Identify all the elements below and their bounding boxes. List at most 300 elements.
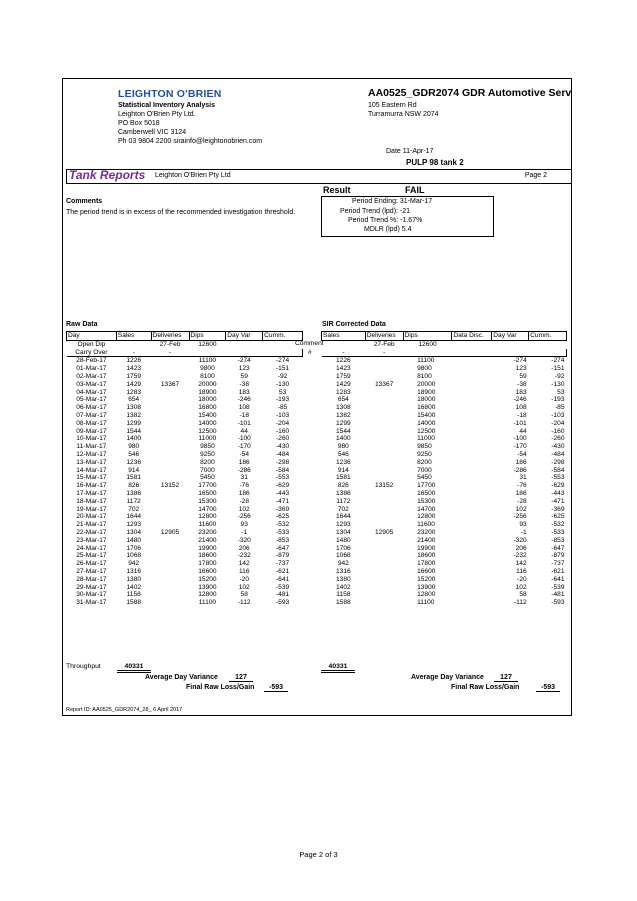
day-cell: 31-Mar-17 bbox=[76, 599, 107, 607]
dips-cell: 11600 bbox=[198, 521, 217, 529]
sir-dips-cell: 16500 bbox=[417, 489, 436, 497]
day-var-cell: 108 bbox=[238, 404, 250, 412]
sir-sales-cell: 1308 bbox=[336, 404, 351, 412]
dips-cell: 7000 bbox=[200, 466, 215, 474]
raw-table-row bbox=[67, 357, 303, 365]
day-var-cell: -246 bbox=[237, 396, 251, 404]
cumm-cell: -151 bbox=[275, 365, 290, 373]
raw-table-row bbox=[67, 396, 303, 404]
day-cell: 05-Mar-17 bbox=[76, 396, 107, 404]
sir-sales-cell: 1429 bbox=[336, 380, 351, 388]
day-var-cell: 93 bbox=[240, 521, 248, 529]
company-subtitle: Statistical Inventory Analysis bbox=[118, 102, 215, 109]
sir-day-var-cell: 116 bbox=[516, 567, 527, 575]
sales-cell: 1308 bbox=[126, 404, 142, 412]
sir-day-var-cell: 102 bbox=[515, 505, 527, 513]
company-contact: Ph 03 9804 2200 sirainfo@leightonobrien.com bbox=[118, 138, 263, 145]
sir-dips-cell: 11000 bbox=[417, 435, 435, 443]
raw-table-row bbox=[67, 506, 303, 514]
day-cell: 21-Mar-17 bbox=[76, 521, 107, 529]
dips-cell: 16800 bbox=[198, 404, 217, 412]
day-var-cell: -38 bbox=[239, 380, 249, 388]
day-var-cell: -170 bbox=[237, 443, 251, 451]
raw-table-row bbox=[67, 529, 303, 537]
raw-table-row bbox=[67, 365, 303, 373]
sir-sales-cell: 1706 bbox=[336, 544, 351, 552]
raw-table-row bbox=[67, 545, 303, 553]
carry-over-label: Carry Over bbox=[67, 349, 117, 357]
sir-dips-cell: 14000 bbox=[417, 419, 436, 427]
sir-data-disc-cell bbox=[452, 435, 492, 443]
sales-cell: 1236 bbox=[126, 458, 142, 466]
day-cell: 25-Mar-17 bbox=[76, 552, 107, 560]
sir-dips-cell: 12800 bbox=[417, 513, 436, 521]
cumm-cell: -160 bbox=[275, 427, 290, 435]
sir-deliveries-cell: 12905 bbox=[374, 528, 394, 536]
sir-dips-cell: 11100 bbox=[417, 357, 435, 365]
deliveries-cell bbox=[151, 467, 189, 475]
sales-cell: 1429 bbox=[126, 380, 142, 388]
sir-col-cumm: Cumm. bbox=[529, 332, 567, 341]
sir-day-var-cell: -286 bbox=[513, 466, 527, 474]
raw-data-label: Raw Data bbox=[66, 321, 98, 328]
sir-table-row bbox=[322, 428, 567, 436]
deliveries-cell bbox=[151, 365, 189, 373]
sir-sales-cell: 1316 bbox=[336, 567, 351, 575]
raw-data-body bbox=[67, 357, 303, 607]
sir-table-row bbox=[322, 568, 567, 576]
cumm-cell: -484 bbox=[275, 450, 290, 458]
sir-data-disc-cell bbox=[452, 545, 492, 553]
sir-dips-cell: 5450 bbox=[417, 474, 432, 482]
sir-dips-cell: 23200 bbox=[417, 528, 436, 536]
deliveries-cell bbox=[151, 428, 189, 436]
carry-over-deliveries: - bbox=[151, 349, 189, 357]
cumm-cell: -641 bbox=[275, 575, 290, 583]
sir-cumm-cell: -92 bbox=[554, 372, 565, 380]
raw-table-row bbox=[67, 537, 303, 545]
day-cell: 15-Mar-17 bbox=[76, 474, 107, 482]
sir-sales-cell: 1581 bbox=[336, 474, 351, 482]
tank-name: PULP 98 tank 2 bbox=[406, 158, 464, 167]
dips-cell: 18600 bbox=[198, 552, 217, 560]
dips-cell: 12500 bbox=[198, 427, 217, 435]
report-company: Leighton O'Brien Pty Ltd bbox=[155, 172, 231, 179]
sir-day-var-cell: 58 bbox=[519, 591, 527, 599]
result-box bbox=[321, 196, 494, 237]
sir-cumm-cell: -625 bbox=[551, 513, 565, 521]
open-dip-value: 12600 bbox=[198, 340, 217, 348]
raw-table-row bbox=[67, 420, 303, 428]
sir-table-row bbox=[322, 396, 567, 404]
sir-dips-cell: 14700 bbox=[417, 505, 436, 513]
sir-data-disc-cell bbox=[452, 467, 492, 475]
sir-open-dips: 12600 bbox=[418, 340, 437, 348]
sir-day-var-cell: -256 bbox=[513, 513, 527, 521]
sir-data-disc-cell bbox=[452, 529, 492, 537]
sir-cumm-cell: -629 bbox=[551, 482, 565, 490]
sir-deliveries-cell bbox=[365, 545, 403, 553]
day-cell: 13-Mar-17 bbox=[76, 458, 107, 466]
sir-col-day-var: Day Var bbox=[492, 332, 529, 341]
sir-sales-cell: 654 bbox=[337, 396, 349, 404]
dips-cell: 14000 bbox=[198, 419, 217, 427]
sir-data-disc-cell bbox=[452, 599, 492, 607]
sir-day-var-cell: -101 bbox=[513, 419, 527, 427]
site-suburb: Turramurra NSW 2074 bbox=[368, 111, 439, 118]
sir-data-disc-cell bbox=[452, 381, 492, 389]
sir-cumm-cell: -553 bbox=[551, 474, 565, 482]
cumm-cell: -369 bbox=[275, 505, 290, 513]
sir-day-var-cell: 31 bbox=[519, 474, 527, 482]
day-var-cell: -232 bbox=[237, 552, 251, 560]
raw-col-cumm: Cumm. bbox=[263, 332, 303, 341]
sales-cell: 980 bbox=[128, 443, 140, 451]
day-cell: 30-Mar-17 bbox=[76, 591, 107, 599]
day-cell: 09-Mar-17 bbox=[76, 427, 107, 435]
raw-table-row bbox=[67, 599, 303, 607]
sir-cumm-cell: -641 bbox=[551, 575, 565, 583]
cumm-cell: -625 bbox=[275, 513, 290, 521]
dips-cell: 14700 bbox=[198, 505, 217, 513]
sir-dips-cell: 9250 bbox=[417, 450, 432, 458]
sir-deliveries-cell bbox=[365, 435, 403, 443]
dips-cell: 5450 bbox=[200, 474, 215, 482]
sir-table-row bbox=[322, 513, 567, 521]
raw-final-loss-gain-label: Final Raw Loss/Gain bbox=[186, 684, 255, 691]
sir-data-table bbox=[321, 331, 567, 607]
sir-data-disc-cell bbox=[452, 552, 492, 560]
deliveries-cell: 12905 bbox=[160, 528, 180, 536]
sales-cell: 1226 bbox=[126, 357, 142, 365]
sir-sales-cell: 1480 bbox=[336, 536, 351, 544]
sir-deliveries-cell bbox=[365, 474, 403, 482]
sir-data-disc-cell bbox=[452, 396, 492, 404]
day-cell: 20-Mar-17 bbox=[76, 513, 107, 521]
sales-cell: 914 bbox=[128, 466, 140, 474]
day-var-cell: -286 bbox=[237, 466, 251, 474]
sir-table-row bbox=[322, 552, 567, 560]
open-dip-date: 27-Feb bbox=[159, 340, 181, 348]
sales-cell: 1544 bbox=[126, 427, 142, 435]
raw-table-row bbox=[67, 513, 303, 521]
sir-cumm-cell: -160 bbox=[551, 427, 565, 435]
raw-throughput-double-line bbox=[117, 672, 151, 673]
cumm-cell: -471 bbox=[275, 497, 290, 505]
sir-day-var-cell: -76 bbox=[517, 482, 527, 490]
sir-avg-day-variance-label: Average Day Variance bbox=[411, 674, 484, 681]
raw-col-dips: Dips bbox=[189, 332, 226, 341]
sir-sales-cell: 826 bbox=[337, 482, 349, 490]
sir-day-var-cell: 93 bbox=[519, 521, 527, 529]
sir-cumm-cell: -737 bbox=[551, 560, 565, 568]
day-var-cell: -320 bbox=[237, 536, 251, 544]
day-var-cell: 31 bbox=[240, 474, 248, 482]
sir-dips-cell: 16600 bbox=[417, 567, 436, 575]
sir-table-row bbox=[322, 389, 567, 397]
sir-sales-cell: 1759 bbox=[336, 372, 351, 380]
sir-day-var-cell: -28 bbox=[517, 497, 527, 505]
sir-day-var-cell: 186 bbox=[515, 458, 527, 466]
sir-data-disc-cell bbox=[452, 584, 492, 592]
dips-cell: 23200 bbox=[198, 528, 217, 536]
sir-sales-cell: 546 bbox=[337, 450, 349, 458]
sir-final-loss-gain-label: Final Raw Loss/Gain bbox=[451, 684, 520, 691]
sir-sales-cell: 1293 bbox=[336, 521, 351, 529]
sales-cell: 1400 bbox=[126, 435, 142, 443]
sir-table-row bbox=[322, 420, 567, 428]
sir-deliveries-cell bbox=[365, 451, 403, 459]
deliveries-cell bbox=[151, 474, 189, 482]
dips-cell: 20000 bbox=[198, 380, 217, 388]
raw-table-row bbox=[67, 381, 303, 389]
deliveries-cell: 13367 bbox=[160, 380, 180, 388]
day-cell: 01-Mar-17 bbox=[76, 365, 107, 373]
raw-table-row bbox=[67, 443, 303, 451]
day-cell: 26-Mar-17 bbox=[76, 560, 107, 568]
raw-table-row bbox=[67, 459, 303, 467]
raw-carry-over-row bbox=[67, 349, 303, 357]
company-block bbox=[118, 101, 262, 146]
deliveries-cell: 13152 bbox=[160, 482, 180, 490]
cumm-cell: -85 bbox=[277, 404, 288, 412]
sir-day-var-cell: -100 bbox=[513, 435, 527, 443]
day-var-cell: -28 bbox=[239, 497, 249, 505]
sir-cumm-cell: -369 bbox=[551, 505, 565, 513]
sir-data-disc-cell bbox=[452, 412, 492, 420]
sir-sales-cell: 1402 bbox=[336, 583, 351, 591]
dips-cell: 19900 bbox=[198, 544, 217, 552]
sir-data-disc-cell bbox=[452, 560, 492, 568]
dips-cell: 17800 bbox=[198, 560, 217, 568]
day-var-cell: 206 bbox=[238, 544, 250, 552]
sir-sales-cell: 914 bbox=[337, 466, 349, 474]
sir-data-disc-cell bbox=[452, 513, 492, 521]
cumm-cell: -204 bbox=[275, 419, 290, 427]
day-cell: 02-Mar-17 bbox=[76, 372, 107, 380]
comment-label: Comment bbox=[295, 340, 324, 347]
day-var-cell: -274 bbox=[237, 357, 251, 365]
sir-day-var-cell: -18 bbox=[517, 411, 527, 419]
sir-day-var-cell: -54 bbox=[517, 450, 527, 458]
cumm-cell: -853 bbox=[275, 536, 290, 544]
site-title: AA0525_GDR2074 GDR Automotive Serv bbox=[368, 87, 572, 99]
deliveries-cell bbox=[151, 506, 189, 514]
raw-table-row bbox=[67, 412, 303, 420]
day-cell: 28-Mar-17 bbox=[76, 575, 107, 583]
sir-throughput-value: 40331 bbox=[321, 663, 355, 671]
sir-open-date: 27-Feb bbox=[373, 340, 395, 348]
sales-cell: 702 bbox=[128, 505, 140, 513]
deliveries-cell bbox=[151, 404, 189, 412]
dips-cell: 13900 bbox=[198, 583, 217, 591]
raw-table-row bbox=[67, 482, 303, 490]
period-trend-pct: Period Trend %: -1.67% bbox=[348, 217, 423, 224]
sir-deliveries-cell bbox=[365, 576, 403, 584]
sales-cell: 1706 bbox=[126, 544, 142, 552]
dips-cell: 21400 bbox=[198, 536, 217, 544]
cumm-cell: -629 bbox=[275, 482, 290, 490]
sir-dips-cell: 20000 bbox=[417, 380, 436, 388]
sir-col-data-disc: Data Disc. bbox=[452, 332, 492, 341]
sir-deliveries-cell: 13367 bbox=[374, 380, 394, 388]
sir-data-disc-cell bbox=[452, 459, 492, 467]
day-var-cell: -256 bbox=[237, 513, 251, 521]
sir-table-row bbox=[322, 474, 567, 482]
sir-table-row bbox=[322, 357, 567, 365]
period-ending: Period Ending: 31-Mar-17 bbox=[352, 198, 433, 205]
sir-sales-cell: 1544 bbox=[336, 427, 351, 435]
day-var-cell: 123 bbox=[238, 365, 250, 373]
sir-deliveries-cell bbox=[365, 373, 403, 381]
day-var-cell: -76 bbox=[239, 482, 249, 490]
sir-sales-cell: 1382 bbox=[336, 411, 351, 419]
sir-deliveries-cell bbox=[365, 404, 403, 412]
raw-table-row bbox=[67, 428, 303, 436]
comment-mark: # bbox=[308, 349, 312, 356]
sir-throughput-double-line bbox=[321, 672, 355, 673]
sir-cumm-cell: -532 bbox=[551, 521, 565, 529]
day-var-cell: -101 bbox=[237, 419, 251, 427]
report-date: Date 11-Apr-17 bbox=[386, 148, 434, 155]
cumm-cell: -532 bbox=[275, 521, 290, 529]
raw-header-row bbox=[67, 332, 303, 341]
dips-cell: 11100 bbox=[198, 357, 217, 365]
sir-table-row bbox=[322, 404, 567, 412]
sir-table-row bbox=[322, 576, 567, 584]
sir-data-disc-cell bbox=[452, 506, 492, 514]
cumm-cell: -298 bbox=[275, 458, 290, 466]
sir-deliveries-cell bbox=[365, 506, 403, 514]
cumm-cell: -584 bbox=[275, 466, 290, 474]
sir-table-row bbox=[322, 482, 567, 490]
sir-sales-cell: 1172 bbox=[336, 497, 351, 505]
dips-cell: 16500 bbox=[198, 489, 217, 497]
deliveries-cell bbox=[151, 435, 189, 443]
sales-cell: 826 bbox=[128, 482, 140, 490]
sales-cell: 1382 bbox=[126, 411, 142, 419]
raw-data-table bbox=[66, 331, 303, 607]
sir-sales-cell: 1644 bbox=[336, 513, 351, 521]
sir-col-sales: Sales bbox=[322, 332, 366, 341]
raw-throughput-value: 40331 bbox=[117, 663, 151, 671]
raw-table-row bbox=[67, 404, 303, 412]
raw-table-row bbox=[67, 467, 303, 475]
sir-data-disc-cell bbox=[452, 443, 492, 451]
sir-cumm-cell: -298 bbox=[551, 458, 565, 466]
sir-sales-cell: 1380 bbox=[336, 575, 351, 583]
open-dip-label: Open Dip bbox=[77, 340, 106, 348]
sir-sales-cell: 1226 bbox=[336, 357, 351, 365]
sir-sales-cell: 1423 bbox=[336, 365, 351, 373]
day-cell: 14-Mar-17 bbox=[76, 466, 107, 474]
sir-table-row bbox=[322, 412, 567, 420]
day-var-cell: 186 bbox=[238, 489, 250, 497]
sir-table-row bbox=[322, 435, 567, 443]
deliveries-cell bbox=[151, 412, 189, 420]
day-var-cell: 58 bbox=[240, 591, 248, 599]
sir-avg-day-variance-value: 127 bbox=[494, 674, 518, 682]
sir-data-disc-cell bbox=[452, 498, 492, 506]
sir-day-var-cell: -38 bbox=[517, 380, 527, 388]
raw-col-day: Day bbox=[67, 332, 117, 341]
sir-table-row bbox=[322, 521, 567, 529]
day-var-cell: 186 bbox=[238, 458, 250, 466]
sir-deliveries-cell bbox=[365, 357, 403, 365]
sir-table-row bbox=[322, 459, 567, 467]
day-cell: 04-Mar-17 bbox=[76, 388, 107, 396]
report-id: Report ID: AA0525_GDR2074_28_ 6 April 2017 bbox=[66, 707, 183, 713]
day-cell: 10-Mar-17 bbox=[76, 435, 107, 443]
cumm-cell: -647 bbox=[275, 544, 290, 552]
sir-cumm-cell: -471 bbox=[551, 497, 565, 505]
deliveries-cell bbox=[151, 357, 189, 365]
sir-data-disc-cell bbox=[452, 404, 492, 412]
sir-table-row bbox=[322, 529, 567, 537]
cumm-cell: -274 bbox=[275, 357, 290, 365]
sir-cumm-cell: -481 bbox=[551, 591, 565, 599]
sales-cell: 1759 bbox=[126, 372, 142, 380]
deliveries-cell bbox=[151, 459, 189, 467]
sir-dips-cell: 21400 bbox=[417, 536, 436, 544]
sir-deliveries-cell bbox=[365, 560, 403, 568]
raw-open-dip-row bbox=[67, 340, 303, 348]
day-var-cell: 102 bbox=[238, 505, 250, 513]
sir-day-var-cell: -20 bbox=[517, 575, 527, 583]
day-cell: 07-Mar-17 bbox=[76, 411, 107, 419]
day-cell: 16-Mar-17 bbox=[76, 482, 107, 490]
sir-day-var-cell: -246 bbox=[513, 396, 527, 404]
sir-carry-over-row bbox=[322, 349, 567, 357]
deliveries-cell bbox=[151, 451, 189, 459]
sales-cell: 1293 bbox=[126, 521, 142, 529]
sir-dips-cell: 15200 bbox=[417, 575, 436, 583]
day-cell: 23-Mar-17 bbox=[76, 536, 107, 544]
dips-cell: 18900 bbox=[198, 388, 217, 396]
sir-deliveries-cell bbox=[365, 591, 403, 599]
sir-dips-cell: 11100 bbox=[417, 599, 435, 607]
day-var-cell: 44 bbox=[240, 427, 248, 435]
site-street: 105 Eastern Rd bbox=[368, 102, 417, 109]
sir-deliveries-cell bbox=[365, 412, 403, 420]
day-cell: 27-Mar-17 bbox=[76, 567, 107, 575]
sir-dips-cell: 15300 bbox=[417, 497, 436, 505]
throughput-label: Throughput bbox=[66, 663, 101, 670]
sir-deliveries-cell bbox=[365, 521, 403, 529]
sir-carry-sales: - bbox=[322, 349, 366, 357]
sales-cell: 1299 bbox=[126, 419, 142, 427]
deliveries-cell bbox=[151, 545, 189, 553]
cumm-cell: -553 bbox=[275, 474, 290, 482]
sir-dips-cell: 17700 bbox=[417, 482, 436, 490]
sir-deliveries-cell bbox=[365, 537, 403, 545]
sir-data-disc-cell bbox=[452, 537, 492, 545]
sir-dips-cell: 8200 bbox=[417, 458, 432, 466]
cumm-cell: -443 bbox=[275, 489, 290, 497]
sir-sales-cell: 1283 bbox=[336, 388, 351, 396]
sir-table-row bbox=[322, 490, 567, 498]
sir-dips-cell: 8100 bbox=[417, 372, 432, 380]
sir-cumm-cell: -539 bbox=[551, 583, 565, 591]
day-cell: 22-Mar-17 bbox=[76, 528, 107, 536]
sir-day-var-cell: 142 bbox=[515, 560, 527, 568]
sir-table-row bbox=[322, 584, 567, 592]
sales-cell: 1316 bbox=[126, 567, 142, 575]
sir-deliveries-cell bbox=[365, 568, 403, 576]
sir-table-row bbox=[322, 365, 567, 373]
deliveries-cell bbox=[151, 552, 189, 560]
raw-table-row bbox=[67, 552, 303, 560]
